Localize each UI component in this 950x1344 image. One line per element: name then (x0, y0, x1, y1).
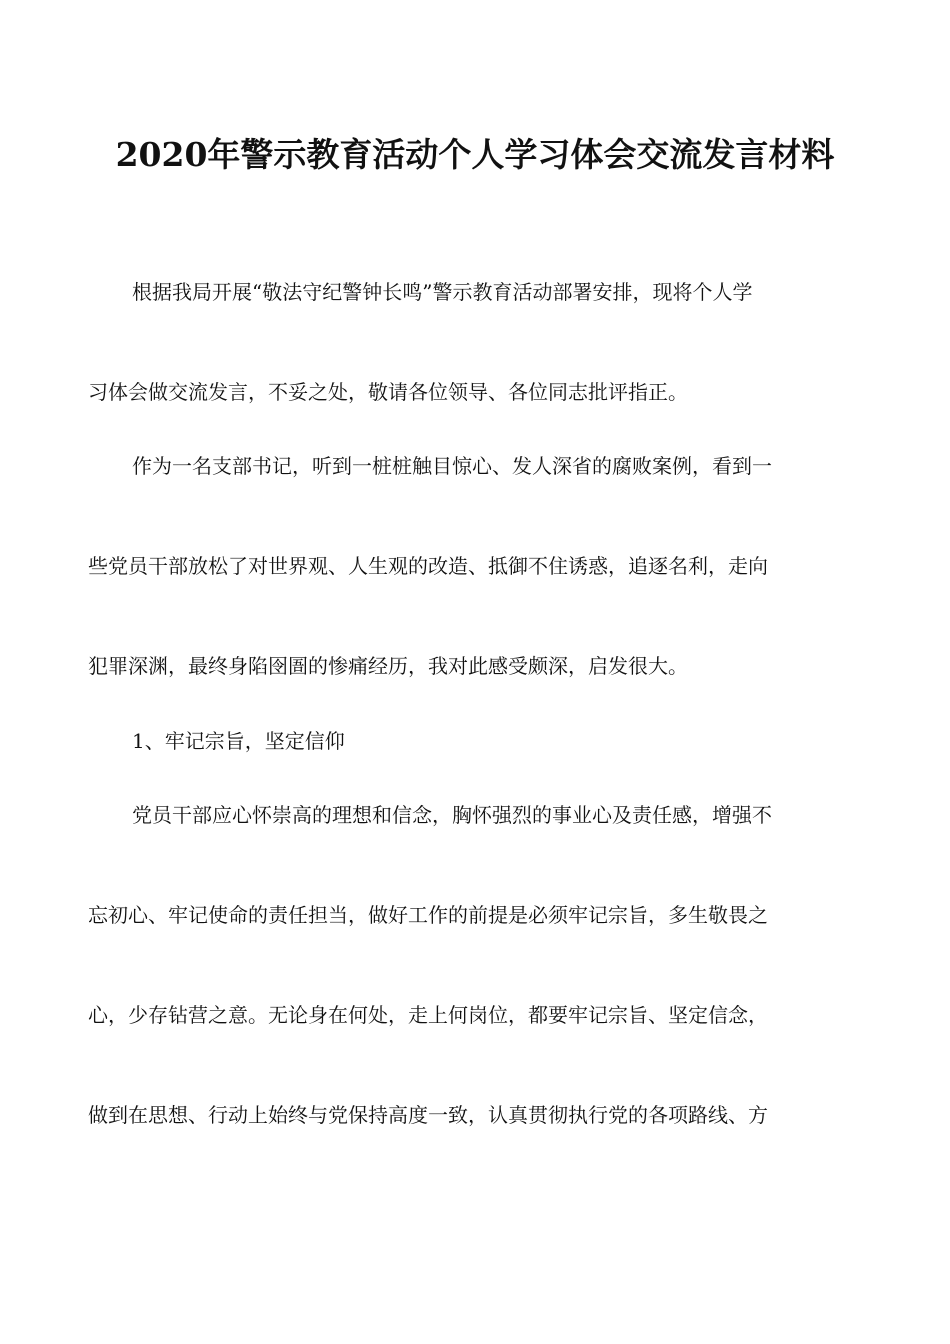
section-heading-1: 1、牢记宗旨，坚定信仰 (132, 729, 345, 753)
document-title: 2020年警示教育活动个人学习体会交流发言材料 (115, 135, 835, 174)
paragraph-line-5: 犯罪深渊，最终身陷囹圄的惨痛经历，我对此感受颇深，启发很大。 (88, 654, 688, 678)
paragraph-line-7: 忘初心、牢记使命的责任担当，做好工作的前提是必须牢记宗旨，多生敬畏之 (88, 903, 768, 927)
paragraph-line-2: 习体会做交流发言，不妥之处，敬请各位领导、各位同志批评指正。 (88, 380, 688, 404)
paragraph-line-9: 做到在思想、行动上始终与党保持高度一致，认真贯彻执行党的各项路线、方 (88, 1103, 768, 1127)
paragraph-line-1: 根据我局开展“敬法守纪警钟长鸣”警示教育活动部署安排，现将个人学 (132, 280, 753, 304)
paragraph-line-8: 心，少存钻营之意。无论身在何处，走上何岗位，都要牢记宗旨、坚定信念， (88, 1003, 768, 1027)
paragraph-line-3: 作为一名支部书记，听到一桩桩触目惊心、发人深省的腐败案例，看到一 (132, 454, 772, 478)
paragraph-line-4: 些党员干部放松了对世界观、人生观的改造、抵御不住诱惑，追逐名利，走向 (88, 554, 768, 578)
paragraph-line-6: 党员干部应心怀崇高的理想和信念，胸怀强烈的事业心及责任感，增强不 (132, 803, 772, 827)
